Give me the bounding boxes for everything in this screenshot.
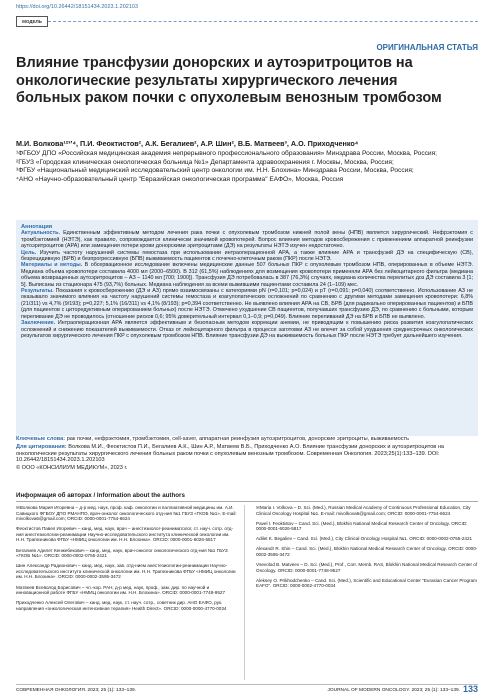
keywords-section [16,436,478,473]
author-entry: ✉Волкова Мария Игоревна – д-р мед. наук, проф. каф. онкологии и паллиативной медицины им. А.И. Савицкого ФГБОУ ДПО РМАНПО, врач-онколог онкологического отд-ния №1 ГБУЗ «ГКОБ №1». E-mail: mivolkova6@gmail.com; ORCID: 0000-0001-7754-6624 [16,505,237,522]
header-divider [48,21,478,22]
authors: М.И. Волкова¹²³ʼ⁴, П.И. Феоктистов², А.К. Бегалиев², А.Р. Шин², В.Б. Матвеев³, А.О. Приходченко⁴ [16,139,359,148]
author-entry: ✉Maria I. Volkova – D. Sci. (Med.), Russian Medical Academy of Continuous Professional Education, City Clinical Oncology Hospital №1. E-mail: mivolkova6@gmail.com; ORCID: 0000-0001-7754-6624 [256,505,471,516]
affiliation: ²ГБУЗ «Городская клиническая онкологическая больница №1» Департамента здравоохранения г. Москвы, Москва, Россия; [16,158,394,166]
author-entry: Adilet K. Begaliev – Cand. Sci. (Med.), City Clinical Oncology Hospital №1. ORCID: 0000-0002-0755-2421 [256,536,473,542]
page-footer [16,684,478,694]
footer-journal-ru: СОВРЕМЕННАЯ ОНКОЛОГИЯ. 2023; 25 (1): 133–139. [16,688,137,693]
author-entry: Vsevolod B. Matveev – D. Sci. (Med.), Prof., Corr. Memb. RAS, Blokhin National Medical Research Center of Oncology. ORCID: 0000-0001-7748-9527 [256,562,478,573]
doi-link[interactable]: https://doi.org/10.26442/18151434.2023.1.202103 [16,4,139,10]
citation: Для цитирования: Волкова М.И., Феоктистов П.И., Бегалиев А.К., Шин А.Р., Матвеев В.Б., Приходченко А.О. Влияние трансфузии донорских и аутоэритроцитов на онкологические результаты хирургического лечения больных раком почки с опухолевым венозным тромбозом. Современная Онкология. 2023;25(1):133–139. DOI: 10.26442/18151434.2023.1.202103 [16,443,445,464]
abstract-methods: Материалы и методы. В обсервационное исследование включены медицинские данные 507 больных ПКР с опухолевым тромбозом НПВ, оперированных в объеме НЭТЭ. Медиана объема кровопотери составила 4000 мл (2000–6500). В 312 (61,5%) наблюдениях для возмещения кровопотери применяли АРА без лейкоцитарного фильтра (медиана объема возвращенных аутоэритроцитов – АЗ – 1140 мл [700; 1900]). Трансфузия ДЭ потребовалась в 387 (76,3%) случаях, медиана количества перелитых доз ДЭ составила 3 [1; 5]. Выписаны из стационара 475 (93,7%) больных. Медиана наблюдения за всеми выжившими пациентами составила 24 (1–109) мес. [21,262,474,288]
author-entry: Шин Александр Радионович – канд. мед. наук, зав. отд-нием анестезиологии-реанимации Научно-исследовательского института клинической онкологии им. Н.Н. Трапезникова ФГБУ «НМИЦ онкологии им. Н.Н. Блохина». ORCID: 0000-0002-3595-3472 [16,563,236,580]
footer-journal-en: JOURNAL OF MODERN ONCOLOGY. 2023; 25 (1): 133–139. [327,688,460,693]
affiliation: ¹ФГБОУ ДПО «Российская медицинская академия непрерывного профессионального образования» Минздрава России, Москва, Россия; [16,150,438,157]
abstract-conclusion: Заключение. Интраоперационная АРА является эффективным и безопасным методом коррекции анемии, не приводящим к повышению риска развития коагулопатических осложнений и снижению показателей выживаемости. Отказ от лейкоцитарного фильтра в процессе заготовки АЗ не влечет за собой ухудшения среднесрочных онкологических результатов хирургического лечения ПКР с опухолевым тромбозом НПВ. Влияние трансфузии ДЭ на выживаемость больных ПКР после НЭТЭ требует дальнейшего изучения. [21,320,473,339]
author-entry: Alexandr R. Shin – Cand. Sci. (Med.), Blokhin National Medical Research Center of Oncology. ORCID: 0000-0002-3595-3472 [256,546,478,558]
info-divider [16,501,478,502]
author-entry: Приходченко Алексей Олегович – канд. мед. наук, ст. науч. сотр., советник дир. АНО ЕАФО, рук. направления «онкологическая интенсивная терапия» Health Direct». ORCID: 0000-0000-4770-0034 [16,600,227,611]
author-entry: Бегалиев Адилет Кенжебекович – канд. мед. наук, врач-онколог онкологического отд-ния №1 ГБУЗ «ГКОБ №1». ORCID: 0000-0002-0755-2421 [16,547,228,559]
abstract-box [16,220,478,436]
article-type: ОРИГИНАЛЬНАЯ СТАТЬЯ [376,43,478,52]
keywords: Ключевые слова: рак почки, нефрэктомия, тромбэктомия, cell-saver, аппаратная реинфузия аутоэритроцитов, донорские эритроциты, выживаемость [16,436,409,442]
abstract-heading: Аннотация [21,224,53,230]
abstract-results: Результаты. Показания к кровосбережению (ДЭ и АЗ) прямо взаимосвязаны с категориями pN (r=0,101; p=0,024) и pT (r=0,091; p=0,040) соответственно. Использование АЗ не оказывало значимого влияния на частоту нарушений системы гемостаза и коагулопатических осложнений по сравнению с другими методами замещения кровопотери: 6,8% (21/311) vs 4,7% (9/193); p=0,227; 5,1% (16/311) vs 4,1% (8/193); p=0,394 соответственно. Не выявлено влияния АРА на СВ, БРВ (для радикально оперированных пациентов) и БПВ (для пациентов с циторедуктивным оперированием больных) после НЭТЭ. Отмечено ухудшение СВ пациентов, получавших трансфузию ДЭ, по сравнению с больными, которым переливание ДЭ не проводилось (отношение рисков 0,6; 95% доверительный интервал 0,1–0,9; p=0,049). Влияние переливаний ДЭ на БРВ и БПВ не выявлено. [21,288,473,320]
journal-logo: МОДЕЛЬ [16,16,48,27]
article-title: Влияние трансфузии донорских и аутоэритроцитов на онкологические результаты хирургического лечения больных раком почки с опухолевым венозным тромбозом [16,55,442,106]
authors-info-en [256,505,478,594]
affiliation: ⁴АНО «Научно-образовательный центр "Евразийская онкологическая программа" ЕАФО», Москва, Россия [16,175,344,183]
copyright: © ООО «КОНСИЛИУМ МЕДИКУМ», 2023 г. [16,465,128,472]
author-entry: Феоктистов Павел Игоревич – канд. мед. наук, врач – анестезиолог-реаниматолог, ст. науч. сотр. отд-ния анестезиологии-реанимации Научно-исследовательского института клинической онкологии им. Н.Н. Трапезникова ФГБУ «НМИЦ онкологии им. Н.Н. Блохина». ORCID: 0000-0001-6026-5817 [16,526,233,543]
page-number: 133 [462,684,478,694]
author-entry: Aleksey O. Prikhodchenko – Cand. Sci. (Med.), Scientific and Educational Center "Eurasian Cancer Program EAFO". ORCID: 0000-0002-4770-0034 [256,577,477,589]
authors-info-heading: Информация об авторах / Information about the authors [16,492,185,499]
authors-info-ru [16,505,238,616]
author-entry: Pavel I. Feoktistov – Cand. Sci. (Med.), Blokhin National Medical Research Center of Oncology. ORCID: 0000-0001-6026-5817 [256,520,468,532]
affiliation: ³ФГБУ «Национальный медицинский исследовательский центр онкологии им. Н.Н. Блохина» Минздрава России, Москва, Россия; [16,167,414,175]
author-entry: Матвеев Всеволод Борисович – чл.-кор. РАН, д-р мед. наук, проф., зам. дир. по научной и инновационной работе ФГБУ «НМИЦ онкологии им. Н.Н. Блохина». ORCID: 0000-0001-7748-9527 [16,584,225,596]
affiliations [16,150,478,184]
abstract-goal: Цель. Изучить частоту нарушений системы гемостаза при использовании интраоперационной АРА, а также влияние АРА и трансфузий ДЭ на специфическую (СВ), безрецидивную (БРВ) и безпрогрессивную (БПВ) выживаемость пациентов с почечно-клеточным раком (ПКР) после НЭТЭ. [21,249,474,263]
column-divider [244,505,245,680]
abstract-actuality: Актуальность. Единственным эффективным методом лечения рака почки с опухолевым тромбозом нижней полой вены (НПВ) является хирургический. Нефрэктомия с тромбэктомией (НЭТЭ), как правило, сопровождается клинически значимой кровопотерей. Вопрос влияния методов кровосбережения с применением аппаратной реинфузии аутоэритроцитов (АРА) или замещения потери крови донорскими эритроцитами (ДЭ) на результаты НЭТЭ изучен недостаточно. [21,230,473,250]
